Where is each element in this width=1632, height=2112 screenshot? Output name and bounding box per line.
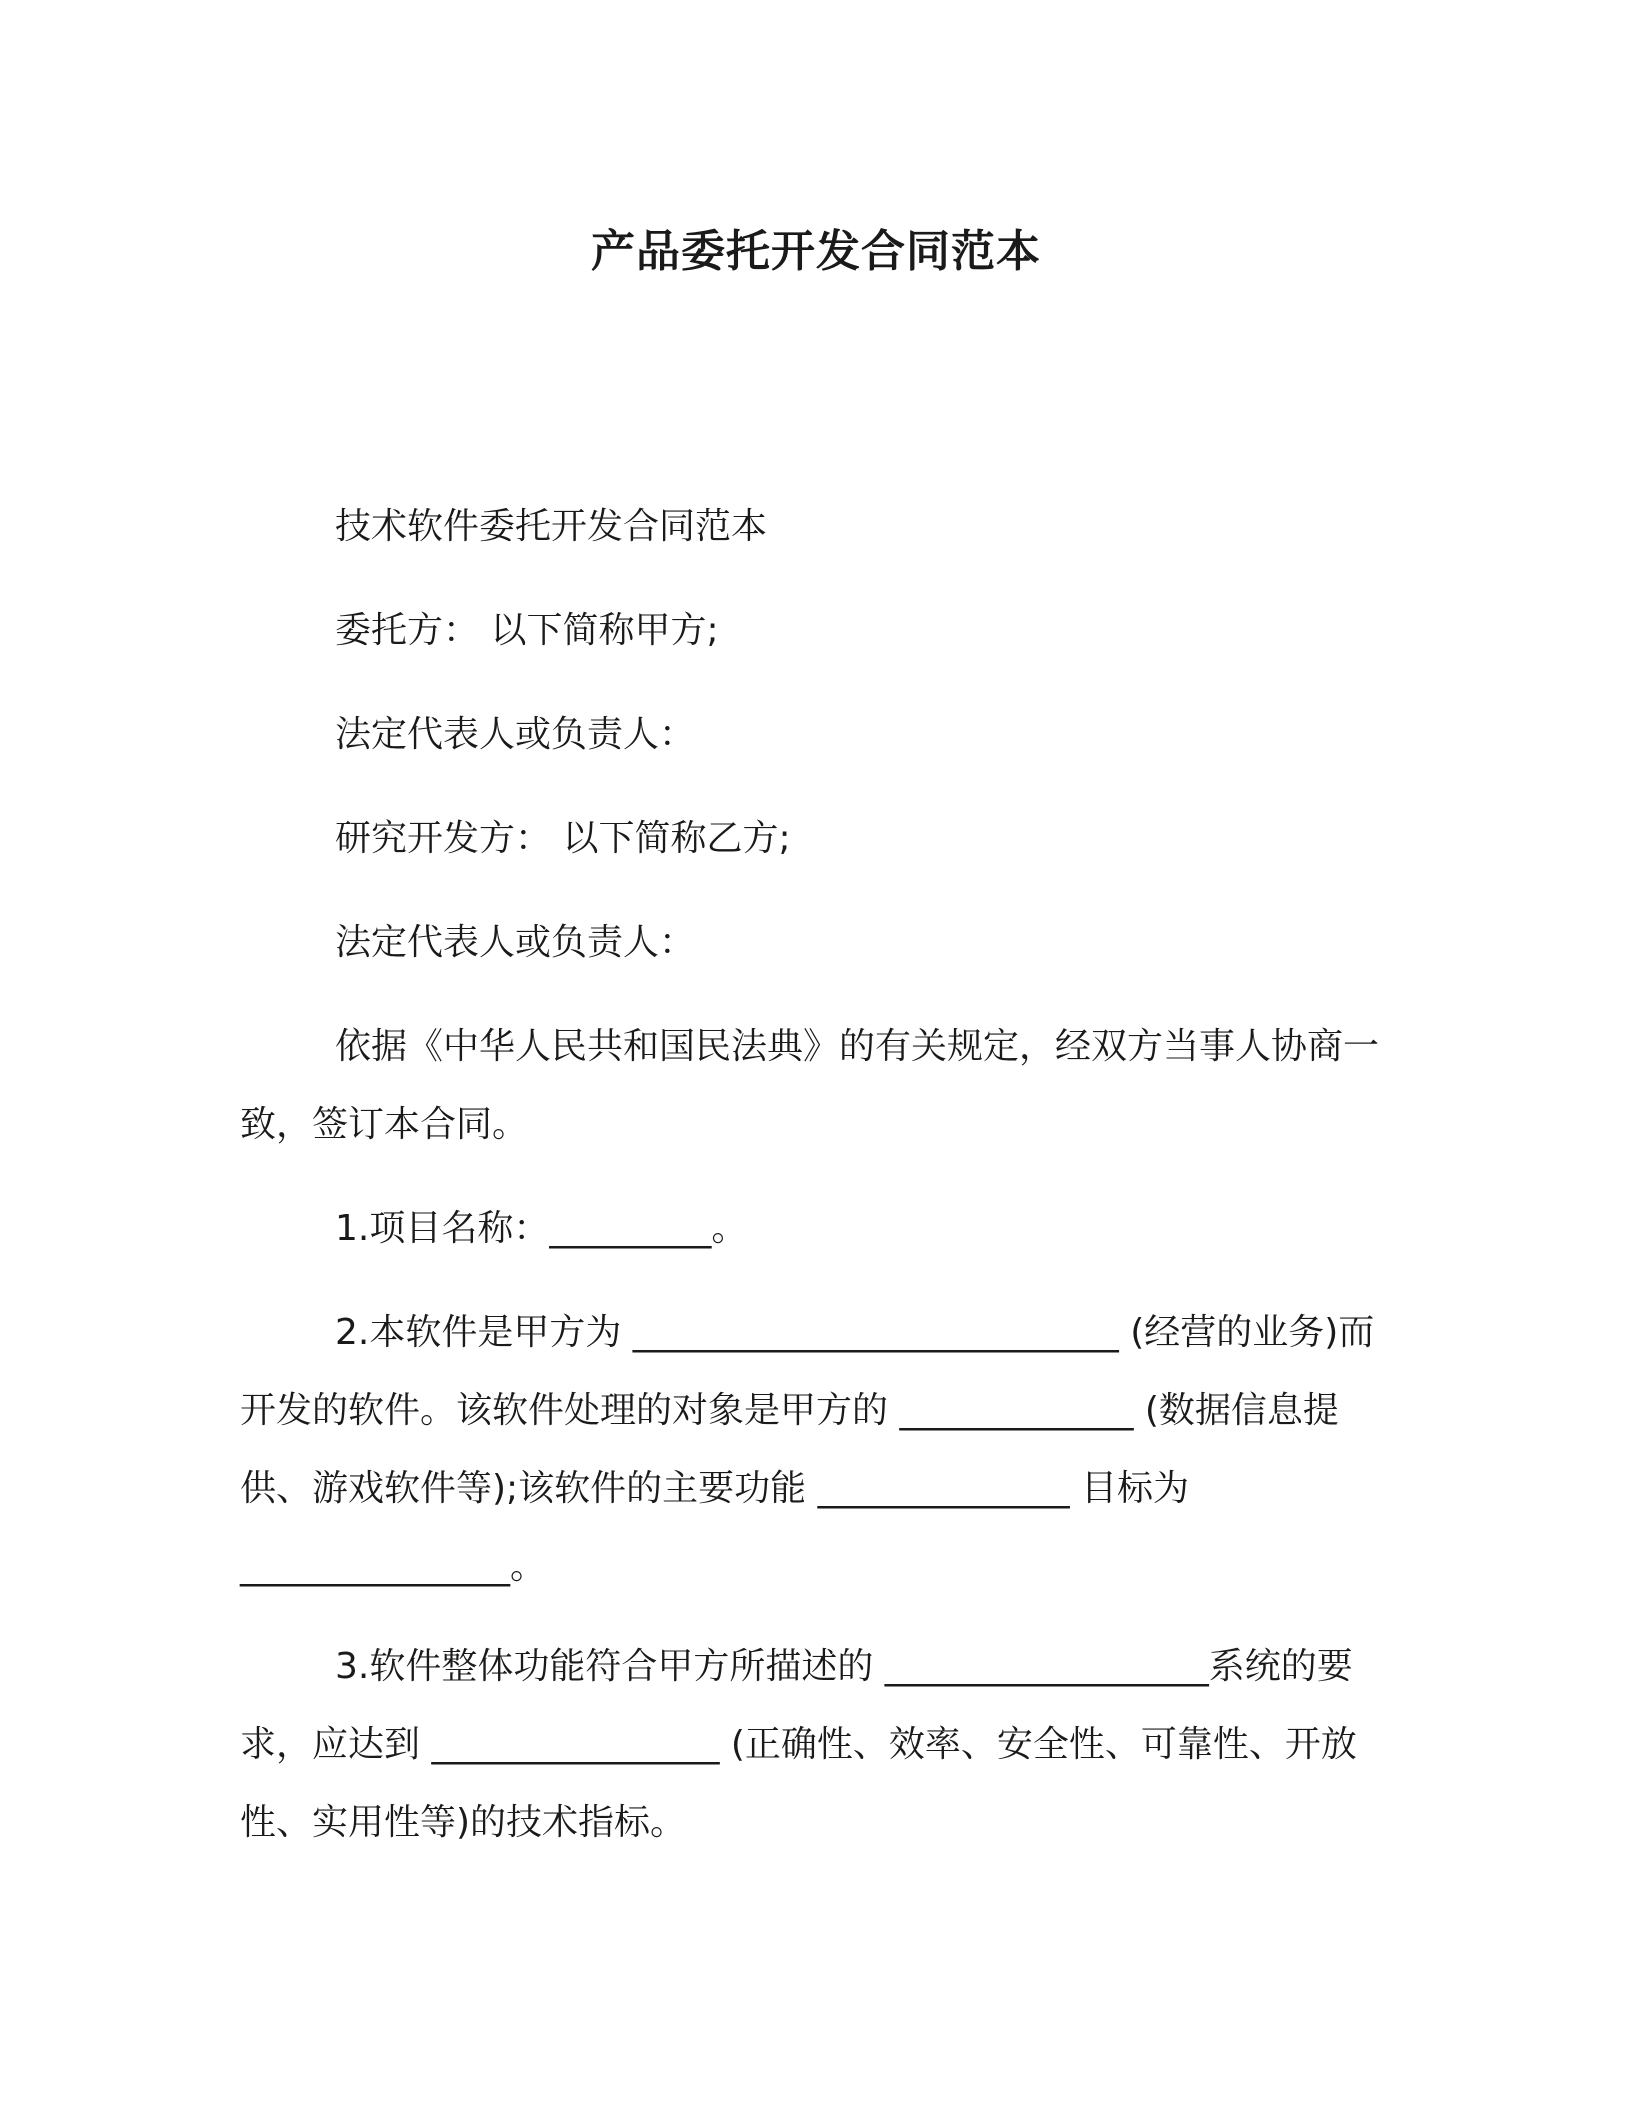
document-title: 产品委托开发合同范本 (591, 226, 1041, 277)
developer-party-line: 研究开发方： 以下简称乙方; (335, 818, 791, 859)
clause-1-project-name: 1.项目名称：_________。 (335, 1208, 748, 1249)
clause-3-technical-requirements: 3.软件整体功能符合甲方所描述的 __________________系统的要求，应达到 ________________ (正确性、效率、安全性、可靠性、开放性、实用性等)的技术指标。 (240, 1646, 1357, 1843)
developer-representative-line: 法定代表人或负责人： (335, 922, 696, 963)
clause-2-software-purpose: 2.本软件是甲方为 ___________________________ (经营的业务)而开发的软件。该软件处理的对象是甲方的 _____________ (数据信息提供、游戏软件等);该软件的主要功能 ______________ 目标为 _______________。 (240, 1312, 1375, 1587)
client-representative-line: 法定代表人或负责人： (335, 714, 696, 755)
client-party-line: 委托方： 以下简称甲方; (335, 610, 719, 651)
legal-basis-paragraph: 依据《中华人民共和国民法典》的有关规定，经双方当事人协商一致，签订本合同。 (240, 1026, 1380, 1145)
contract-subtitle: 技术软件委托开发合同范本 (335, 506, 768, 547)
